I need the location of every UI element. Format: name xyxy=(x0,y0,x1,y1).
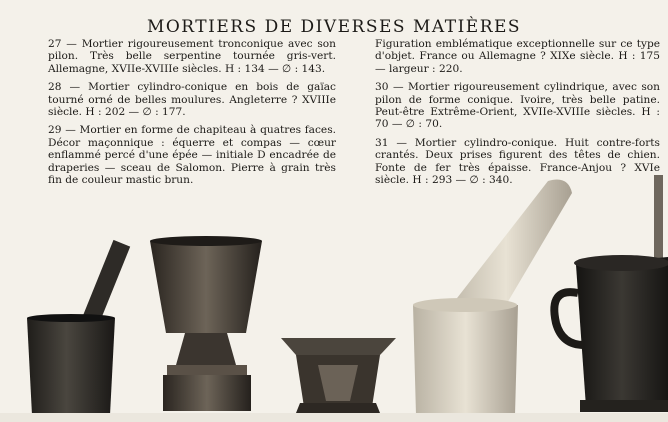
catalog-entry-29-continued xyxy=(375,38,660,75)
mortars-photograph xyxy=(0,175,668,422)
catalog-entry-28 xyxy=(48,81,336,118)
entry-text: 30 — Mortier rigoureusement cylindrique, avec son pilon de forme conique. Ivoire, très belle patine. Peut-être Extrême-Orient, XVIIe-XVIIIe siècles. H : 70 — ∅ : 70. xyxy=(375,81,660,131)
mortar-28 xyxy=(150,236,262,411)
entry-text: 29 — Mortier en forme de chapiteau à quatres faces. Décor maçonnique : équerre et compas — cœur enflammé percé d'une épée — initiale D encadrée de draperies — sceau de Salomon. Pierre à grain très fin de couleur mastic brun. xyxy=(48,124,336,187)
catalog-entry-27 xyxy=(48,38,336,75)
entry-text: 27 — Mortier rigoureusement tronconique avec son pilon. Très belle serpentine tournée gris-vert. Allemagne, XVIIe-XVIIIe siècles. H : 134 — ∅ : 143. xyxy=(48,38,336,75)
text-column-right xyxy=(375,38,660,192)
mortar-31 xyxy=(554,175,668,412)
mortar-29 xyxy=(281,338,396,413)
entry-text: Figuration emblématique exceptionnelle sur ce type d'objet. France ou Allemagne ? XIXe siècle. H : 175 — largeur : 220. xyxy=(375,38,660,75)
page-title: MORTIERS DE DIVERSES MATIÈRES xyxy=(146,17,522,38)
mortar-30 xyxy=(413,180,572,416)
mortar-27 xyxy=(27,240,130,415)
entry-text: 31 — Mortier cylindro-conique. Huit contre-forts crantés. Deux prises figurent des têtes de chien. Fonte de fer très épaisse. France-Anjou ? XVIe siècle. H : 293 — ∅ : 340. xyxy=(375,136,660,187)
catalog-entry-30 xyxy=(375,81,660,131)
text-column-left xyxy=(48,38,336,192)
mortars-illustration xyxy=(0,175,668,422)
entry-text: 28 — Mortier cylindro-conique en bois de gaïac tourné orné de belles moulures. Angleterre ? XVIIIe siècle. H : 202 — ∅ : 177. xyxy=(48,81,336,119)
